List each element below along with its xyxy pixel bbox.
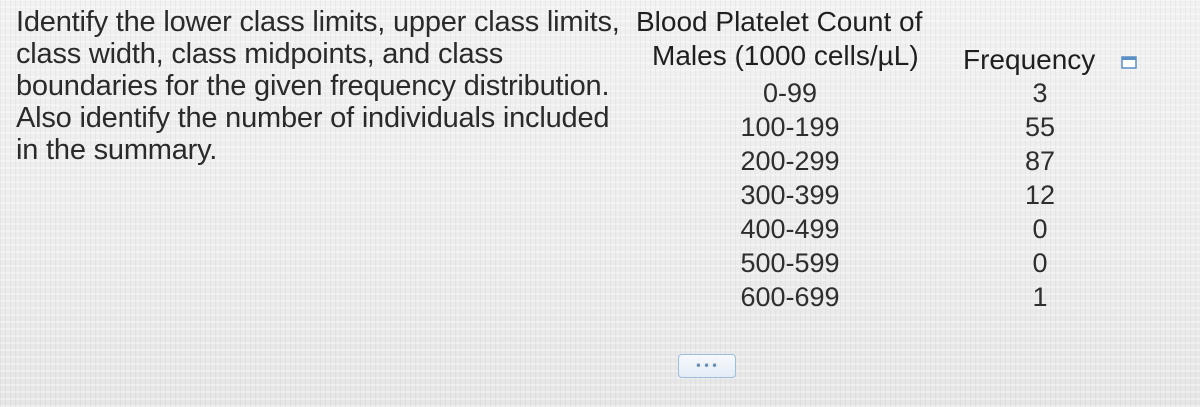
question-line-1: Identify the lower class limits, upper class limits,: [16, 6, 620, 38]
table-row: [0, 144, 1200, 178]
class-cell: 400-499: [740, 214, 840, 244]
table-header: [0, 4, 1200, 74]
frequency-cell: 0: [1032, 214, 1048, 244]
table-row: [0, 246, 1200, 280]
frequency-cell: 3: [1032, 78, 1048, 108]
table-row: [0, 212, 1200, 246]
question-line-4: Also identify the number of individuals included: [16, 102, 610, 134]
table-row: [0, 280, 1200, 314]
class-column-subtitle: Males (1000 cells/µL): [652, 40, 919, 71]
frequency-table: [0, 76, 1200, 314]
table-row: [0, 178, 1200, 212]
copy-table-icon[interactable]: [1118, 52, 1140, 72]
table-row: [0, 76, 1200, 110]
class-cell: 500-599: [740, 248, 840, 278]
class-cell: 200-299: [740, 146, 840, 176]
show-more-button[interactable]: •••: [678, 354, 736, 378]
class-cell: 100-199: [740, 112, 840, 142]
frequency-column-title: Frequency: [963, 44, 1096, 75]
frequency-cell: 12: [1024, 180, 1056, 210]
table-row: [0, 110, 1200, 144]
question-line-5: in the summary.: [16, 134, 218, 166]
frequency-cell: 87: [1024, 146, 1056, 176]
class-cell: 0-99: [762, 78, 818, 108]
class-cell: 600-699: [740, 282, 840, 312]
frequency-cell: 1: [1032, 282, 1048, 312]
question-line-3: boundaries for the given frequency distribution.: [16, 70, 610, 102]
class-cell: 300-399: [740, 180, 840, 210]
class-column-title: Blood Platelet Count of: [636, 6, 923, 37]
frequency-cell: 55: [1024, 112, 1056, 142]
frequency-cell: 0: [1032, 248, 1048, 278]
question-line-2: class width, class midpoints, and class: [16, 38, 504, 70]
